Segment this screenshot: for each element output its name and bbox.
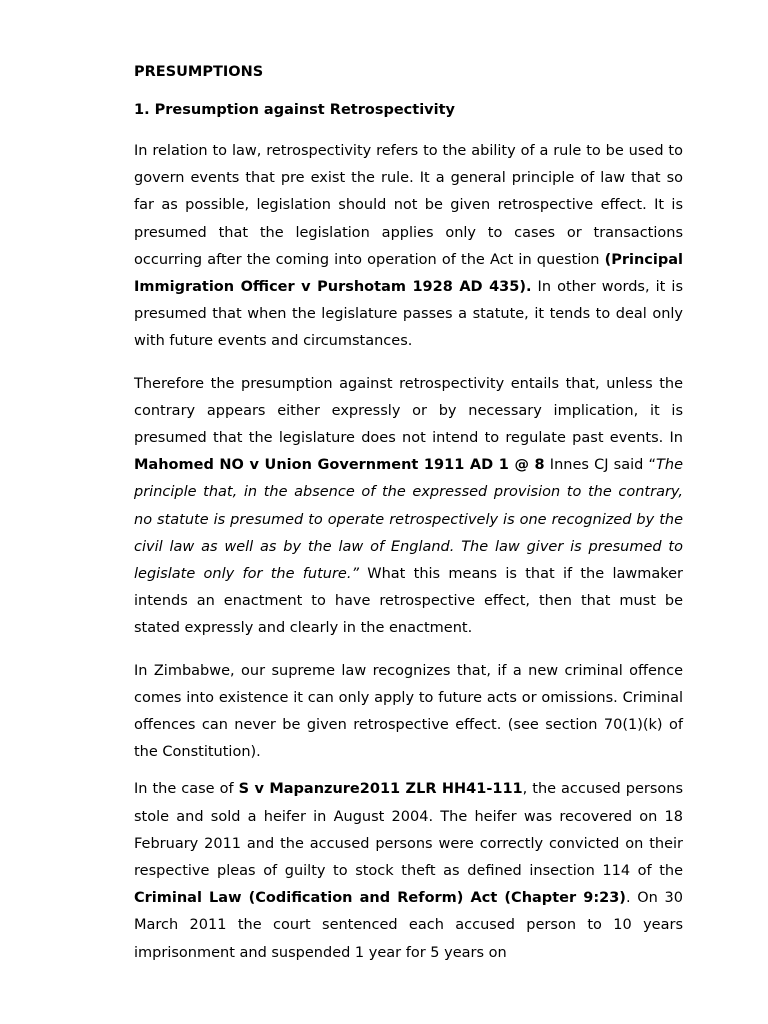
innes-quote: The principle that, in the absence of the expressed provision to the contrary, no statute is presumed to operate retrospectively is one recognized by the civil law as well as by the law of England. The law giver is presumed to legislate only for the future.”: [134, 457, 683, 583]
section-heading: 1. Presumption against Retrospectivity: [134, 102, 455, 118]
document-title: PRESUMPTIONS: [134, 64, 264, 80]
paragraph-2-text-c: What this means is that if the lawmaker intends an enactment to have retrospective effect, then that must be stated expressly and clearly in the enactment.: [134, 566, 683, 637]
paragraph-1: [134, 138, 683, 356]
case-citation-purshotam: (Principal Immigration Officer v Purshotam 1928 AD 435).: [134, 251, 683, 296]
paragraph-1-text-b: In other words, it is presumed that when the legislature passes a statute, it tends to deal only with future events and circumstances.: [134, 279, 683, 350]
paragraph-1-text-a: In relation to law, retrospectivity refers to the ability of a rule to be used to govern events that pre exist the rule. It a general principle of law that so far as possible, legislation should not be given retrospective effect. It is presumed that the legislation applies only to cases or transactions occurring after the coming into operation of the Act in question: [134, 143, 683, 268]
paragraph-2-text-b: Innes CJ said “: [544, 457, 657, 474]
case-citation-mapanzure: S v Mapanzure2011 ZLR HH41-111: [238, 781, 523, 798]
paragraph-2: [134, 371, 683, 643]
paragraph-4-text-a: In the case of: [134, 781, 239, 798]
paragraph-4-text-c: . On 30 March 2011 the court sentenced each accused person to 10 years imprisonment and suspended 1 year for 5 years on: [134, 890, 683, 961]
paragraph-4: [134, 776, 683, 966]
case-citation-mahomed: Mahomed NO v Union Government 1911 AD 1 @ 8: [134, 457, 545, 474]
paragraph-2-text-a: Therefore the presumption against retrospectivity entails that, unless the contrary appears either expressly or by necessary implication, it is presumed that the legislature does not intend to regulate past events. In: [134, 375, 683, 447]
document-page: [134, 60, 683, 967]
paragraph-4-text-b: , the accused persons stole and sold a heifer in August 2004. The heifer was recovered on 18 February 2011 and the accused persons were correctly convicted on their respective pleas of guilty to stock theft as defined insection 114 of the: [134, 781, 683, 880]
paragraph-3: In Zimbabwe, our supreme law recognizes that, if a new criminal offence comes into existence it can only apply to future acts or omissions. Criminal offences can never be given retrospective effect. (see section 70(1)(k) of the Constitution).: [134, 662, 683, 761]
act-citation: Criminal Law (Codification and Reform) Act (Chapter 9:23): [134, 890, 626, 907]
